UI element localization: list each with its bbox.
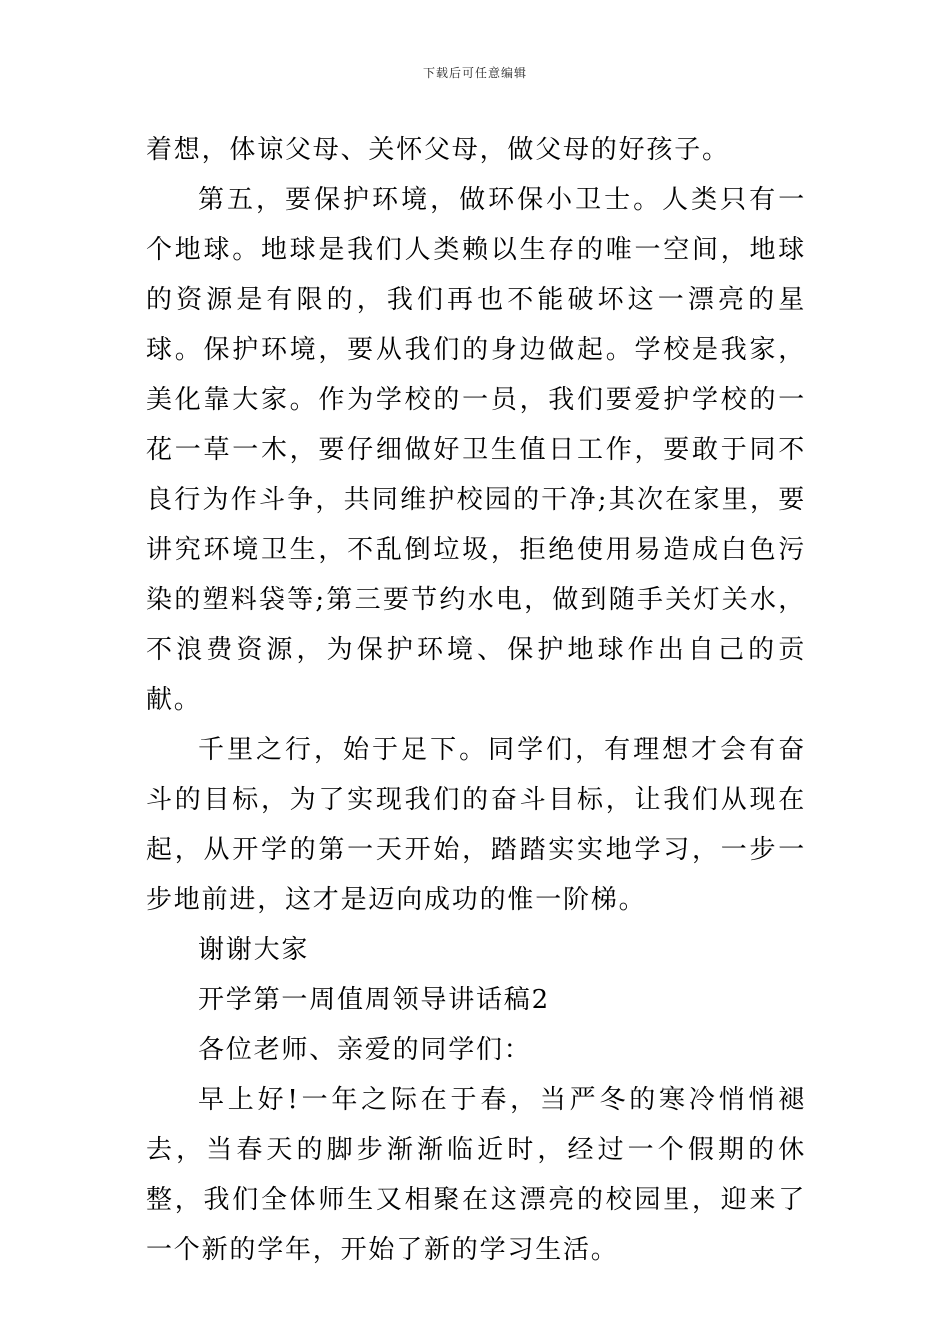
section-title: 开学第一周值周领导讲话稿2 [198,985,550,1015]
closing-thanks: 谢谢大家 [198,935,310,965]
salutation: 各位老师、亲爱的同学们： [198,1035,532,1065]
paragraph-journey: 千里之行，始于足下。同学们，有理想才会有奋斗的目标，为了实现我们的奋斗目标，让我们从现在起，从开学的第一天开始，踏踏实实地学习，一步一步地前进，这才是迈向成功的惟一阶梯。 [146,735,806,915]
paragraph-continuation: 着想，体谅父母、关怀父母，做父母的好孩子。 [146,135,730,165]
paragraph-greeting: 早上好!一年之际在于春，当严冬的寒冷悄悄褪去，当春天的脚步渐渐临近时，经过一个假期的休整，我们全体师生又相聚在这漂亮的校园里，迎来了一个新的学年，开始了新的学习生活。 [146,1085,806,1265]
document-body [146,125,806,1275]
paragraph-protect-environment: 第五，要保护环境，做环保小卫士。人类只有一个地球。地球是我们人类赖以生存的唯一空间，地球的资源是有限的，我们再也不能破坏这一漂亮的星球。保护环境，要从我们的身边做起。学校是我家，美化靠大家。作为学校的一员，我们要爱护学校的一花一草一木，要仔细做好卫生值日工作，要敢于同不良行为作斗争，共同维护校园的干净;其次在家里，要讲究环境卫生，不乱倒垃圾，拒绝使用易造成白色污染的塑料袋等;第三要节约水电，做到随手关灯关水，不浪费资源，为保护环境、保护地球作出自己的贡献。 [146,185,806,715]
page-header: 下载后可任意编辑 [422,66,527,80]
